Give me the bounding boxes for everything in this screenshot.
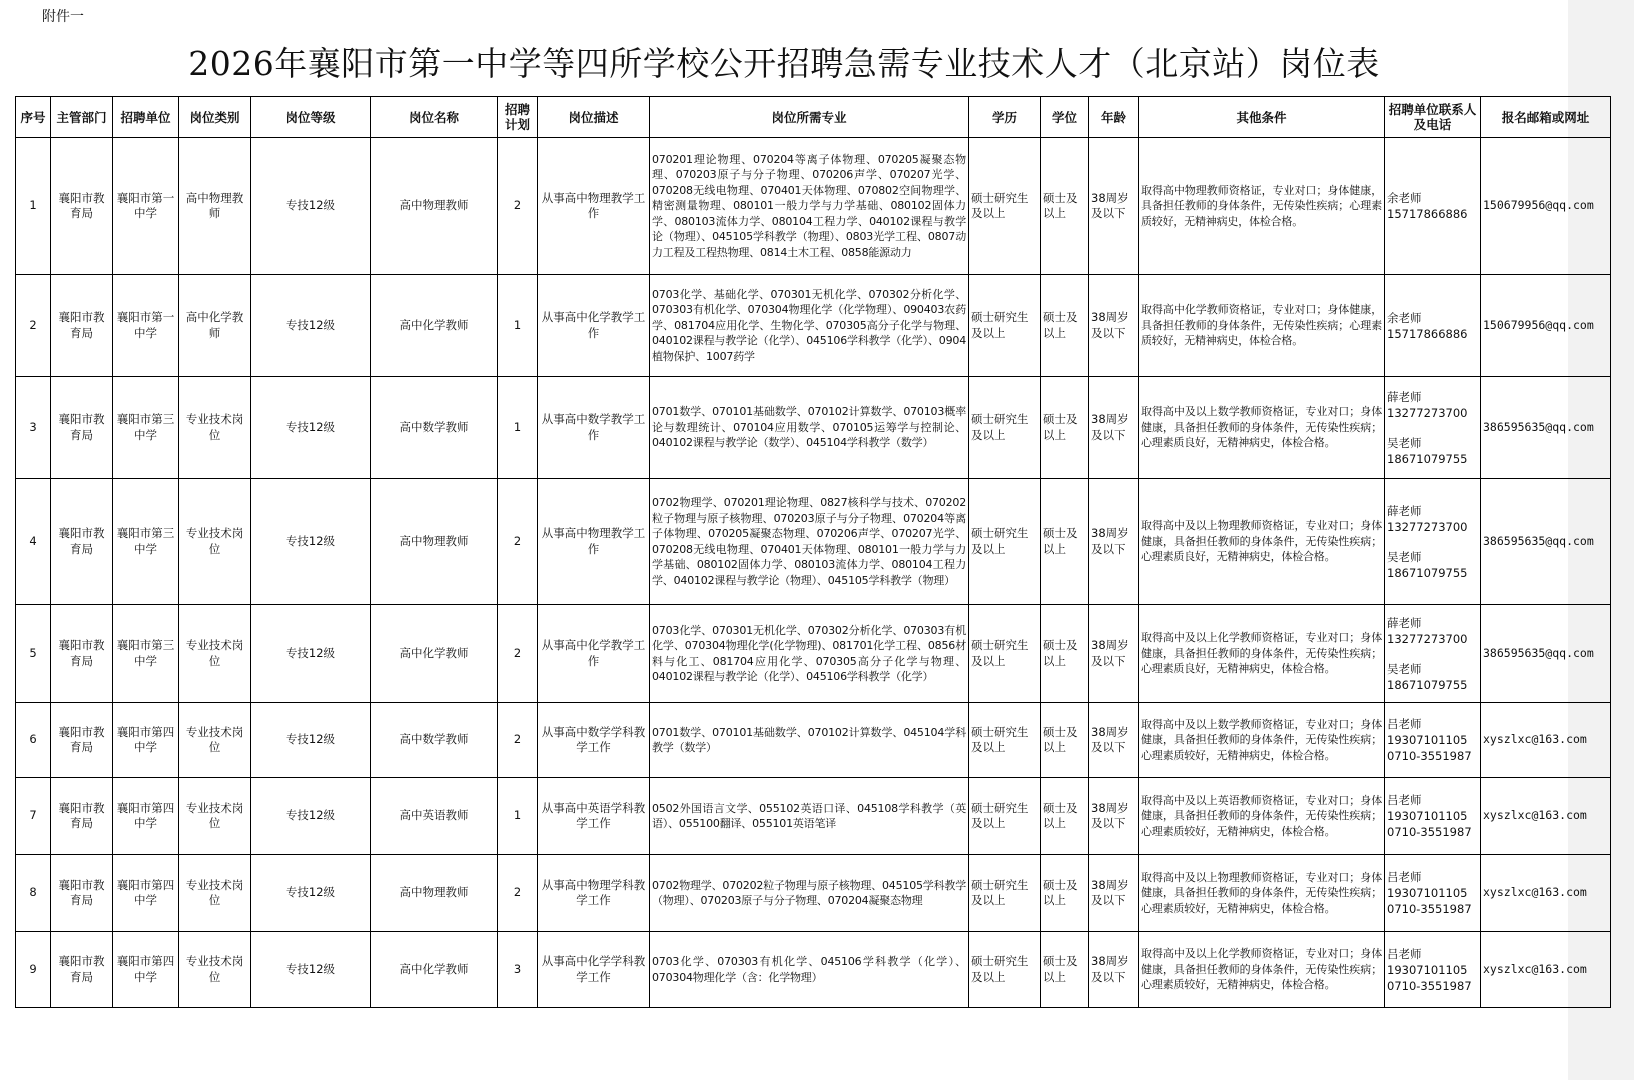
cell-contact: [1385, 932, 1481, 1008]
cell-age: 38周岁及以下: [1089, 275, 1139, 377]
cell-conditions: 取得高中及以上化学教师资格证，专业对口；身体健康，具备担任教师的身体条件，无传染性疾病；心理素质较好，无精神病史，体检合格。: [1139, 932, 1385, 1008]
table-row: [16, 138, 1611, 275]
contact-name: 吴老师: [1387, 549, 1422, 564]
cell-education: 硕士研究生及以上: [969, 778, 1041, 855]
cell-position: 高中化学教师: [371, 605, 498, 703]
cell-major: 0701数学、070101基础数学、070102计算数学、070103概率论与数理统计、070104应用数学、070105运筹学与控制论、040102课程与教学论（数学）、045104学科教学（数学）: [650, 377, 969, 479]
contact-phone: 19307101105: [1387, 886, 1468, 900]
cell-level: 专技12级: [251, 855, 371, 932]
cell-no: 1: [16, 138, 51, 275]
cell-plan: 1: [498, 377, 538, 479]
header-age: 年龄: [1089, 97, 1139, 138]
cell-desc: 从事高中数学学科教学工作: [538, 703, 650, 778]
cell-unit: 襄阳市第一中学: [113, 275, 179, 377]
cell-category: 专业技术岗位: [179, 932, 251, 1008]
cell-plan: 2: [498, 138, 538, 275]
contact-phone: 13277273700: [1387, 519, 1468, 534]
cell-no: 3: [16, 377, 51, 479]
cell-education: 硕士研究生及以上: [969, 138, 1041, 275]
cell-category: 专业技术岗位: [179, 778, 251, 855]
header-major: 岗位所需专业: [650, 97, 969, 138]
cell-level: 专技12级: [251, 275, 371, 377]
cell-major: 0502外国语言文学、055102英语口译、045108学科教学（英语）、055100翻译、055101英语笔译: [650, 778, 969, 855]
cell-plan: 2: [498, 479, 538, 605]
cell-category: 高中化学教师: [179, 275, 251, 377]
cell-major: 0702物理学、070201理论物理、0827核科学与技术、070202粒子物理与原子核物理、070203原子与分子物理、070204等离子体物理、070205凝聚态物理、070206声学、070207光学、070208无线电物理、070401天体物理、080101一般力学与力学基础、080102固体力学、080103流体力学、080104工程力学、040102课程与教学论（物理）、045105学科教学（物理）: [650, 479, 969, 605]
cell-major: 0701数学、070101基础数学、070102计算数学、045104学科教学（数学）: [650, 703, 969, 778]
cell-age: 38周岁及以下: [1089, 932, 1139, 1008]
cell-no: 8: [16, 855, 51, 932]
cell-desc: 从事高中物理教学工作: [538, 138, 650, 275]
cell-major: 0703化学、070303有机化学、045106学科教学（化学）、070304物理化学（含：化学物理）: [650, 932, 969, 1008]
cell-plan: 3: [498, 932, 538, 1008]
cell-level: 专技12级: [251, 138, 371, 275]
contact-phone: 0710-3551987: [1387, 749, 1472, 763]
cell-category: 高中物理教师: [179, 138, 251, 275]
cell-conditions: 取得高中及以上化学教师资格证，专业对口；身体健康，具备担任教师的身体条件，无传染性疾病；心理素质良好，无精神病史，体检合格。: [1139, 605, 1385, 703]
cell-dept: 襄阳市教育局: [51, 479, 113, 605]
cell-level: 专技12级: [251, 932, 371, 1008]
cell-unit: 襄阳市第四中学: [113, 703, 179, 778]
contact-name: 吕老师: [1387, 717, 1422, 731]
cell-conditions: 取得高中及以上数学教师资格证，专业对口；身体健康，具备担任教师的身体条件，无传染性疾病；心理素质良好，无精神病史，体检合格。: [1139, 377, 1385, 479]
cell-age: 38周岁及以下: [1089, 479, 1139, 605]
contact-name: 余老师: [1387, 191, 1422, 205]
header-category: 岗位类别: [179, 97, 251, 138]
cell-conditions: 取得高中化学教师资格证，专业对口；身体健康，具备担任教师的身体条件，无传染性疾病；心理素质较好，无精神病史，体检合格。: [1139, 275, 1385, 377]
cell-unit: 襄阳市第三中学: [113, 377, 179, 479]
cell-desc: 从事高中化学教学工作: [538, 275, 650, 377]
cell-contact: [1385, 855, 1481, 932]
cell-level: 专技12级: [251, 479, 371, 605]
table-row: [16, 855, 1611, 932]
cell-education: 硕士研究生及以上: [969, 855, 1041, 932]
cell-email[interactable]: xyszlxc@163.com: [1481, 855, 1611, 932]
cell-desc: 从事高中英语学科教学工作: [538, 778, 650, 855]
cell-plan: 1: [498, 778, 538, 855]
header-no: 序号: [16, 97, 51, 138]
cell-email[interactable]: 150679956@qq.com: [1481, 138, 1611, 275]
cell-no: 4: [16, 479, 51, 605]
table-row: [16, 275, 1611, 377]
cell-level: 专技12级: [251, 605, 371, 703]
cell-unit: 襄阳市第三中学: [113, 479, 179, 605]
cell-email[interactable]: 386595635@qq.com: [1481, 377, 1611, 479]
cell-unit: 襄阳市第四中学: [113, 778, 179, 855]
cell-major: 070201理论物理、070204等离子体物理、070205凝聚态物理、070203原子与分子物理、070206声学、070207光学、070208无线电物理、070401天体物理、070802空间物理学、精密测量物理、080101一般力学与力学基础、080102固体力学、080103流体力学、080104工程力学、040102课程与教学论（物理）、045105学科教学（物理）、0803光学工程、0807动力工程及工程热物理、0814土木工程、0858能源动力: [650, 138, 969, 275]
cell-major: 0702物理学、070202粒子物理与原子核物理、045105学科教学（物理）、070203原子与分子物理、070204凝聚态物理: [650, 855, 969, 932]
cell-level: 专技12级: [251, 778, 371, 855]
table-row: [16, 778, 1611, 855]
table-row: [16, 377, 1611, 479]
header-dept: 主管部门: [51, 97, 113, 138]
header-level: 岗位等级: [251, 97, 371, 138]
cell-email[interactable]: 386595635@qq.com: [1481, 479, 1611, 605]
cell-dept: 襄阳市教育局: [51, 377, 113, 479]
cell-degree: 硕士及以上: [1041, 138, 1089, 275]
cell-desc: 从事高中数学教学工作: [538, 377, 650, 479]
cell-contact: [1385, 138, 1481, 275]
cell-plan: 2: [498, 703, 538, 778]
contact-name: 吴老师: [1387, 435, 1422, 450]
cell-level: 专技12级: [251, 377, 371, 479]
cell-education: 硕士研究生及以上: [969, 605, 1041, 703]
cell-unit: 襄阳市第四中学: [113, 932, 179, 1008]
cell-contact: [1385, 605, 1481, 703]
contact-phone: 18671079755: [1387, 451, 1468, 466]
contact-phone: 19307101105: [1387, 962, 1468, 977]
contact-phone: 0710-3551987: [1387, 902, 1472, 916]
cell-no: 9: [16, 932, 51, 1008]
cell-level: 专技12级: [251, 703, 371, 778]
cell-unit: 襄阳市第三中学: [113, 605, 179, 703]
header-position: 岗位名称: [371, 97, 498, 138]
cell-position: 高中物理教师: [371, 479, 498, 605]
contact-name: 吕老师: [1387, 793, 1422, 807]
cell-major: 0703化学、基础化学、070301无机化学、070302分析化学、070303有机化学、070304物理化学（化学物理）、090403农药学、081704应用化学、生物化学、070305高分子化学与物理、040102课程与教学论（化学）、045106学科教学（化学）、0904植物保护、1007药学: [650, 275, 969, 377]
cell-desc: 从事高中化学学科教学工作: [538, 932, 650, 1008]
table-row: [16, 479, 1611, 605]
header-education: 学历: [969, 97, 1041, 138]
cell-degree: 硕士及以上: [1041, 703, 1089, 778]
cell-degree: 硕士及以上: [1041, 932, 1089, 1008]
cell-major: 0703化学、070301无机化学、070302分析化学、070303有机化学、070304物理化学(化学物理)、081701化学工程、0856材料与化工、081704应用化学、070305高分子化学与物理、040102课程与教学论（化学）、045106学科教学（化学）: [650, 605, 969, 703]
cell-position: 高中物理教师: [371, 855, 498, 932]
cell-conditions: 取得高中物理教师资格证，专业对口；身体健康，具备担任教师的身体条件，无传染性疾病；心理素质较好，无精神病史，体检合格。: [1139, 138, 1385, 275]
cell-unit: 襄阳市第四中学: [113, 855, 179, 932]
cell-contact: [1385, 479, 1481, 605]
cell-education: 硕士研究生及以上: [969, 932, 1041, 1008]
cell-education: 硕士研究生及以上: [969, 479, 1041, 605]
contact-phone: 15717866886: [1387, 207, 1468, 221]
contact-name: 吴老师: [1387, 661, 1422, 676]
cell-age: 38周岁及以下: [1089, 605, 1139, 703]
cell-contact: [1385, 377, 1481, 479]
cell-conditions: 取得高中及以上物理教师资格证，专业对口；身体健康，具备担任教师的身体条件，无传染性疾病；心理素质较好，无精神病史，体检合格。: [1139, 855, 1385, 932]
cell-degree: 硕士及以上: [1041, 855, 1089, 932]
contact-phone: 0710-3551987: [1387, 825, 1472, 839]
cell-no: 7: [16, 778, 51, 855]
cell-category: 专业技术岗位: [179, 479, 251, 605]
cell-dept: 襄阳市教育局: [51, 855, 113, 932]
cell-position: 高中数学教师: [371, 703, 498, 778]
cell-conditions: 取得高中及以上数学教师资格证，专业对口；身体健康，具备担任教师的身体条件，无传染性疾病；心理素质较好，无精神病史，体检合格。: [1139, 703, 1385, 778]
cell-age: 38周岁及以下: [1089, 377, 1139, 479]
cell-dept: 襄阳市教育局: [51, 703, 113, 778]
contact-name: 薛老师: [1387, 615, 1422, 630]
cell-education: 硕士研究生及以上: [969, 275, 1041, 377]
contact-phone: 13277273700: [1387, 405, 1468, 420]
cell-desc: 从事高中物理教学工作: [538, 479, 650, 605]
cell-conditions: 取得高中及以上物理教师资格证，专业对口；身体健康，具备担任教师的身体条件，无传染性疾病；心理素质良好，无精神病史，体检合格。: [1139, 479, 1385, 605]
cell-no: 6: [16, 703, 51, 778]
page-title: 2026年襄阳市第一中学等四所学校公开招聘急需专业技术人才（北京站）岗位表: [188, 44, 1380, 83]
cell-desc: 从事高中化学教学工作: [538, 605, 650, 703]
contact-name: 吕老师: [1387, 870, 1422, 884]
cell-email[interactable]: 150679956@qq.com: [1481, 275, 1611, 377]
table-header-row: [16, 97, 1611, 138]
cell-dept: 襄阳市教育局: [51, 932, 113, 1008]
cell-degree: 硕士及以上: [1041, 605, 1089, 703]
cell-no: 2: [16, 275, 51, 377]
header-email: 报名邮箱或网址: [1481, 97, 1611, 138]
cell-degree: 硕士及以上: [1041, 778, 1089, 855]
contact-name: 薛老师: [1387, 503, 1422, 518]
cell-position: 高中物理教师: [371, 138, 498, 275]
cell-conditions: 取得高中及以上英语教师资格证，专业对口；身体健康，具备担任教师的身体条件，无传染性疾病；心理素质较好，无精神病史，体检合格。: [1139, 778, 1385, 855]
cell-plan: 1: [498, 275, 538, 377]
contact-phone: 15717866886: [1387, 326, 1468, 341]
contact-phone: 19307101105: [1387, 809, 1468, 823]
header-conditions: 其他条件: [1139, 97, 1385, 138]
cell-contact: [1385, 703, 1481, 778]
header-desc: 岗位描述: [538, 97, 650, 138]
cell-age: 38周岁及以下: [1089, 703, 1139, 778]
cell-age: 38周岁及以下: [1089, 138, 1139, 275]
contact-name: 薛老师: [1387, 389, 1422, 404]
cell-degree: 硕士及以上: [1041, 275, 1089, 377]
table-row: [16, 703, 1611, 778]
contact-phone: 13277273700: [1387, 631, 1468, 646]
contact-phone: 19307101105: [1387, 733, 1468, 747]
cell-plan: 2: [498, 855, 538, 932]
cell-position: 高中数学教师: [371, 377, 498, 479]
cell-contact: [1385, 778, 1481, 855]
cell-dept: 襄阳市教育局: [51, 605, 113, 703]
cell-dept: 襄阳市教育局: [51, 778, 113, 855]
header-contact: 招聘单位联系人及电话: [1385, 97, 1481, 138]
cell-age: 38周岁及以下: [1089, 778, 1139, 855]
contact-name: 吕老师: [1387, 946, 1422, 961]
cell-contact: [1385, 275, 1481, 377]
cell-category: 专业技术岗位: [179, 703, 251, 778]
cell-email[interactable]: xyszlxc@163.com: [1481, 932, 1611, 1008]
cell-email[interactable]: xyszlxc@163.com: [1481, 703, 1611, 778]
header-unit: 招聘单位: [113, 97, 179, 138]
cell-email[interactable]: 386595635@qq.com: [1481, 605, 1611, 703]
cell-unit: 襄阳市第一中学: [113, 138, 179, 275]
cell-position: 高中化学教师: [371, 932, 498, 1008]
cell-no: 5: [16, 605, 51, 703]
cell-email[interactable]: xyszlxc@163.com: [1481, 778, 1611, 855]
cell-category: 专业技术岗位: [179, 605, 251, 703]
contact-phone: 18671079755: [1387, 565, 1468, 580]
attachment-label: 附件一: [42, 9, 84, 25]
cell-education: 硕士研究生及以上: [969, 703, 1041, 778]
header-plan: 招聘计划: [498, 97, 538, 138]
table-row: [16, 605, 1611, 703]
contact-phone: 18671079755: [1387, 677, 1468, 692]
cell-education: 硕士研究生及以上: [969, 377, 1041, 479]
table-body: [16, 138, 1611, 1008]
cell-category: 专业技术岗位: [179, 377, 251, 479]
contact-name: 余老师: [1387, 310, 1422, 325]
table-row: [16, 932, 1611, 1008]
cell-degree: 硕士及以上: [1041, 377, 1089, 479]
cell-plan: 2: [498, 605, 538, 703]
cell-position: 高中英语教师: [371, 778, 498, 855]
cell-age: 38周岁及以下: [1089, 855, 1139, 932]
cell-dept: 襄阳市教育局: [51, 138, 113, 275]
header-degree: 学位: [1041, 97, 1089, 138]
jobs-table: [15, 96, 1611, 1008]
cell-category: 专业技术岗位: [179, 855, 251, 932]
cell-degree: 硕士及以上: [1041, 479, 1089, 605]
contact-phone: 0710-3551987: [1387, 978, 1472, 993]
cell-desc: 从事高中物理学科教学工作: [538, 855, 650, 932]
cell-dept: 襄阳市教育局: [51, 275, 113, 377]
cell-position: 高中化学教师: [371, 275, 498, 377]
